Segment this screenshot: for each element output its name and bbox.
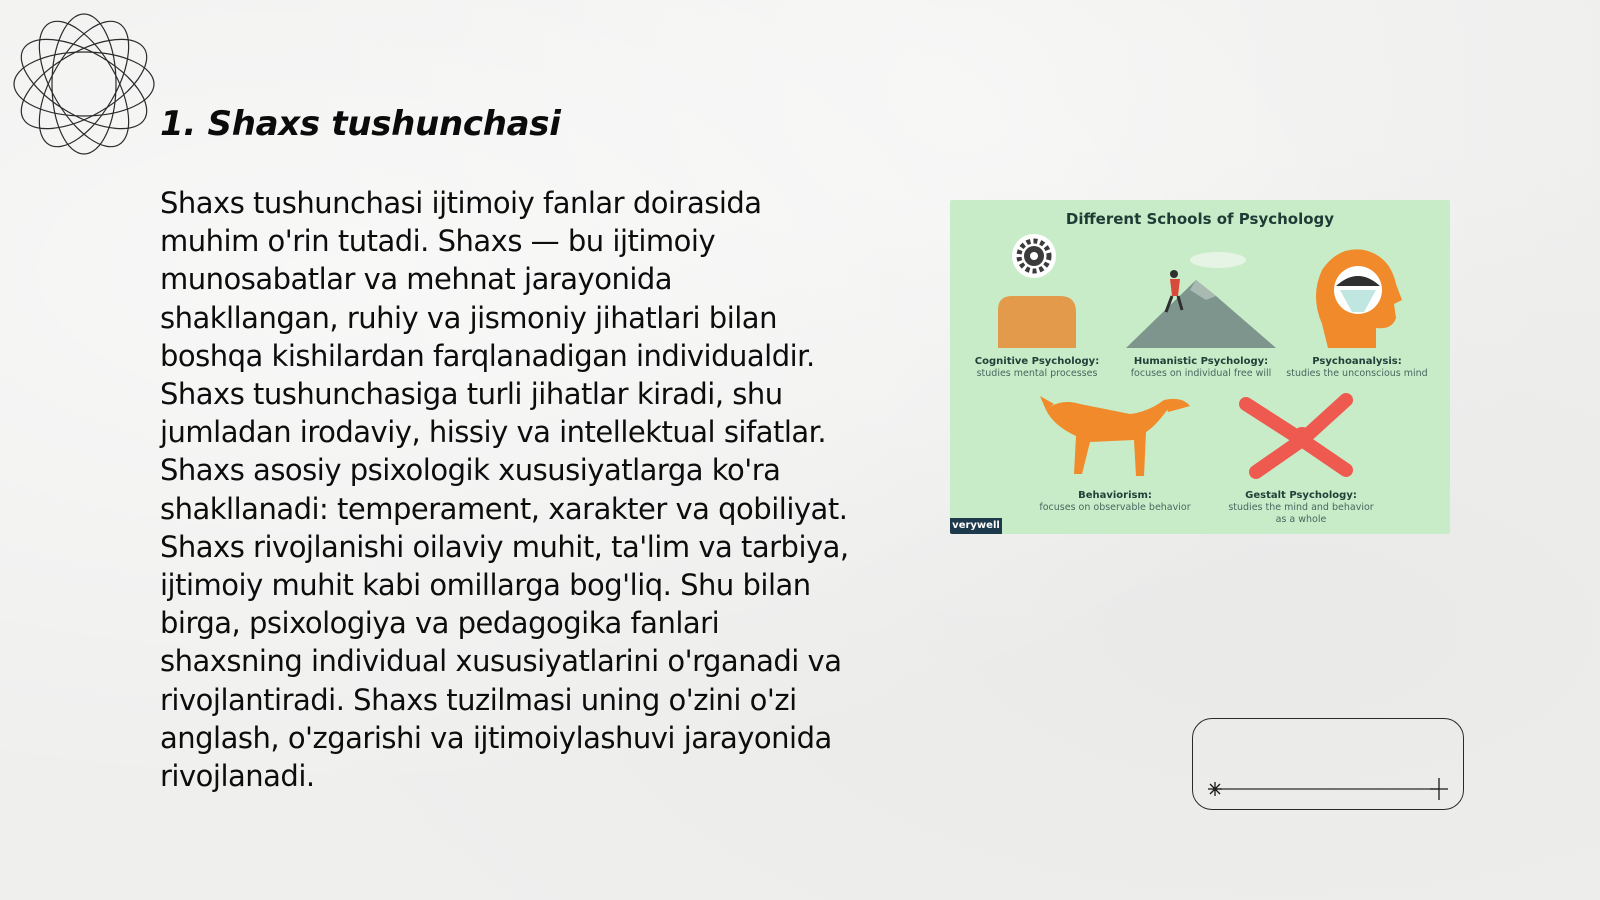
label-heading: Behaviorism: <box>1078 490 1152 501</box>
label-behaviorism <box>1030 489 1200 514</box>
brand-badge: verywell <box>950 518 1002 534</box>
label-humanistic <box>1116 355 1286 380</box>
head-iceberg-icon <box>1316 249 1402 348</box>
dog-icon <box>1040 396 1190 476</box>
frame-line-icon <box>1193 719 1465 811</box>
body-paragraph: Shaxs tushunchasi ijtimoiy fanlar doirasida muhim o'rin tutadi. Shaxs — bu ijtimoiy munosabatlar va mehnat jarayonida shakllangan, ruhiy va jismoniy jihatlari bilan boshqa kishilardan farqlanadigan individualdir. Shaxs tushunchasiga turli jihatlar kiradi, shu jumladan irodaviy, hissiy va intellektual sifatlar. Shaxs asosiy psixologik xususiyatlarga ko'ra shakllanadi: temperament, xarakter va qobiliyat. Shaxs rivojlanishi oilaviy muhit, ta'lim va tarbiya, ijtimoiy muhit kabi omillarga bog'liq. Shu bilan birga, psixologiya va pedagogika fanlari shaxsning individual xususiyatlarini o'rganadi va rivojlantiradi. Shaxs tuzilmasi uning o'zini o'zi anglash, o'zgarishi va ijtimoiylashuvi jarayonida rivojlanadi. <box>160 186 849 794</box>
rounded-frame-icon <box>1192 718 1464 810</box>
label-heading: Psychoanalysis: <box>1312 356 1402 367</box>
label-cognitive <box>952 355 1122 380</box>
label-description: studies the mind and behavior <box>1228 502 1374 513</box>
label-heading: Cognitive Psychology: <box>974 356 1100 367</box>
sparkle-icon <box>1208 782 1222 796</box>
label-description: focuses on individual free will <box>1130 368 1272 379</box>
infographic-title: Different Schools of Psychology <box>1065 210 1335 228</box>
cross-star-icon <box>1430 778 1448 800</box>
label-description: focuses on observable behavior <box>1039 502 1191 513</box>
label-gestalt <box>1216 489 1386 526</box>
mountain-climber-icon <box>1126 252 1276 348</box>
brain-gear-icon <box>1012 234 1056 278</box>
label-heading: Gestalt Psychology: <box>1245 490 1357 501</box>
rings-ornament-icon <box>10 10 158 158</box>
brain-shape-icon <box>998 296 1076 348</box>
label-psychoanalysis <box>1272 355 1442 380</box>
label-heading: Humanistic Psychology: <box>1133 356 1269 367</box>
label-description: studies the unconscious mind <box>1286 368 1428 379</box>
label-description-2: as a whole <box>1275 514 1327 525</box>
psychology-infographic <box>950 200 1450 534</box>
page-title: 1. Shaxs tushunchasi <box>160 104 561 144</box>
label-description: studies mental processes <box>976 368 1098 379</box>
